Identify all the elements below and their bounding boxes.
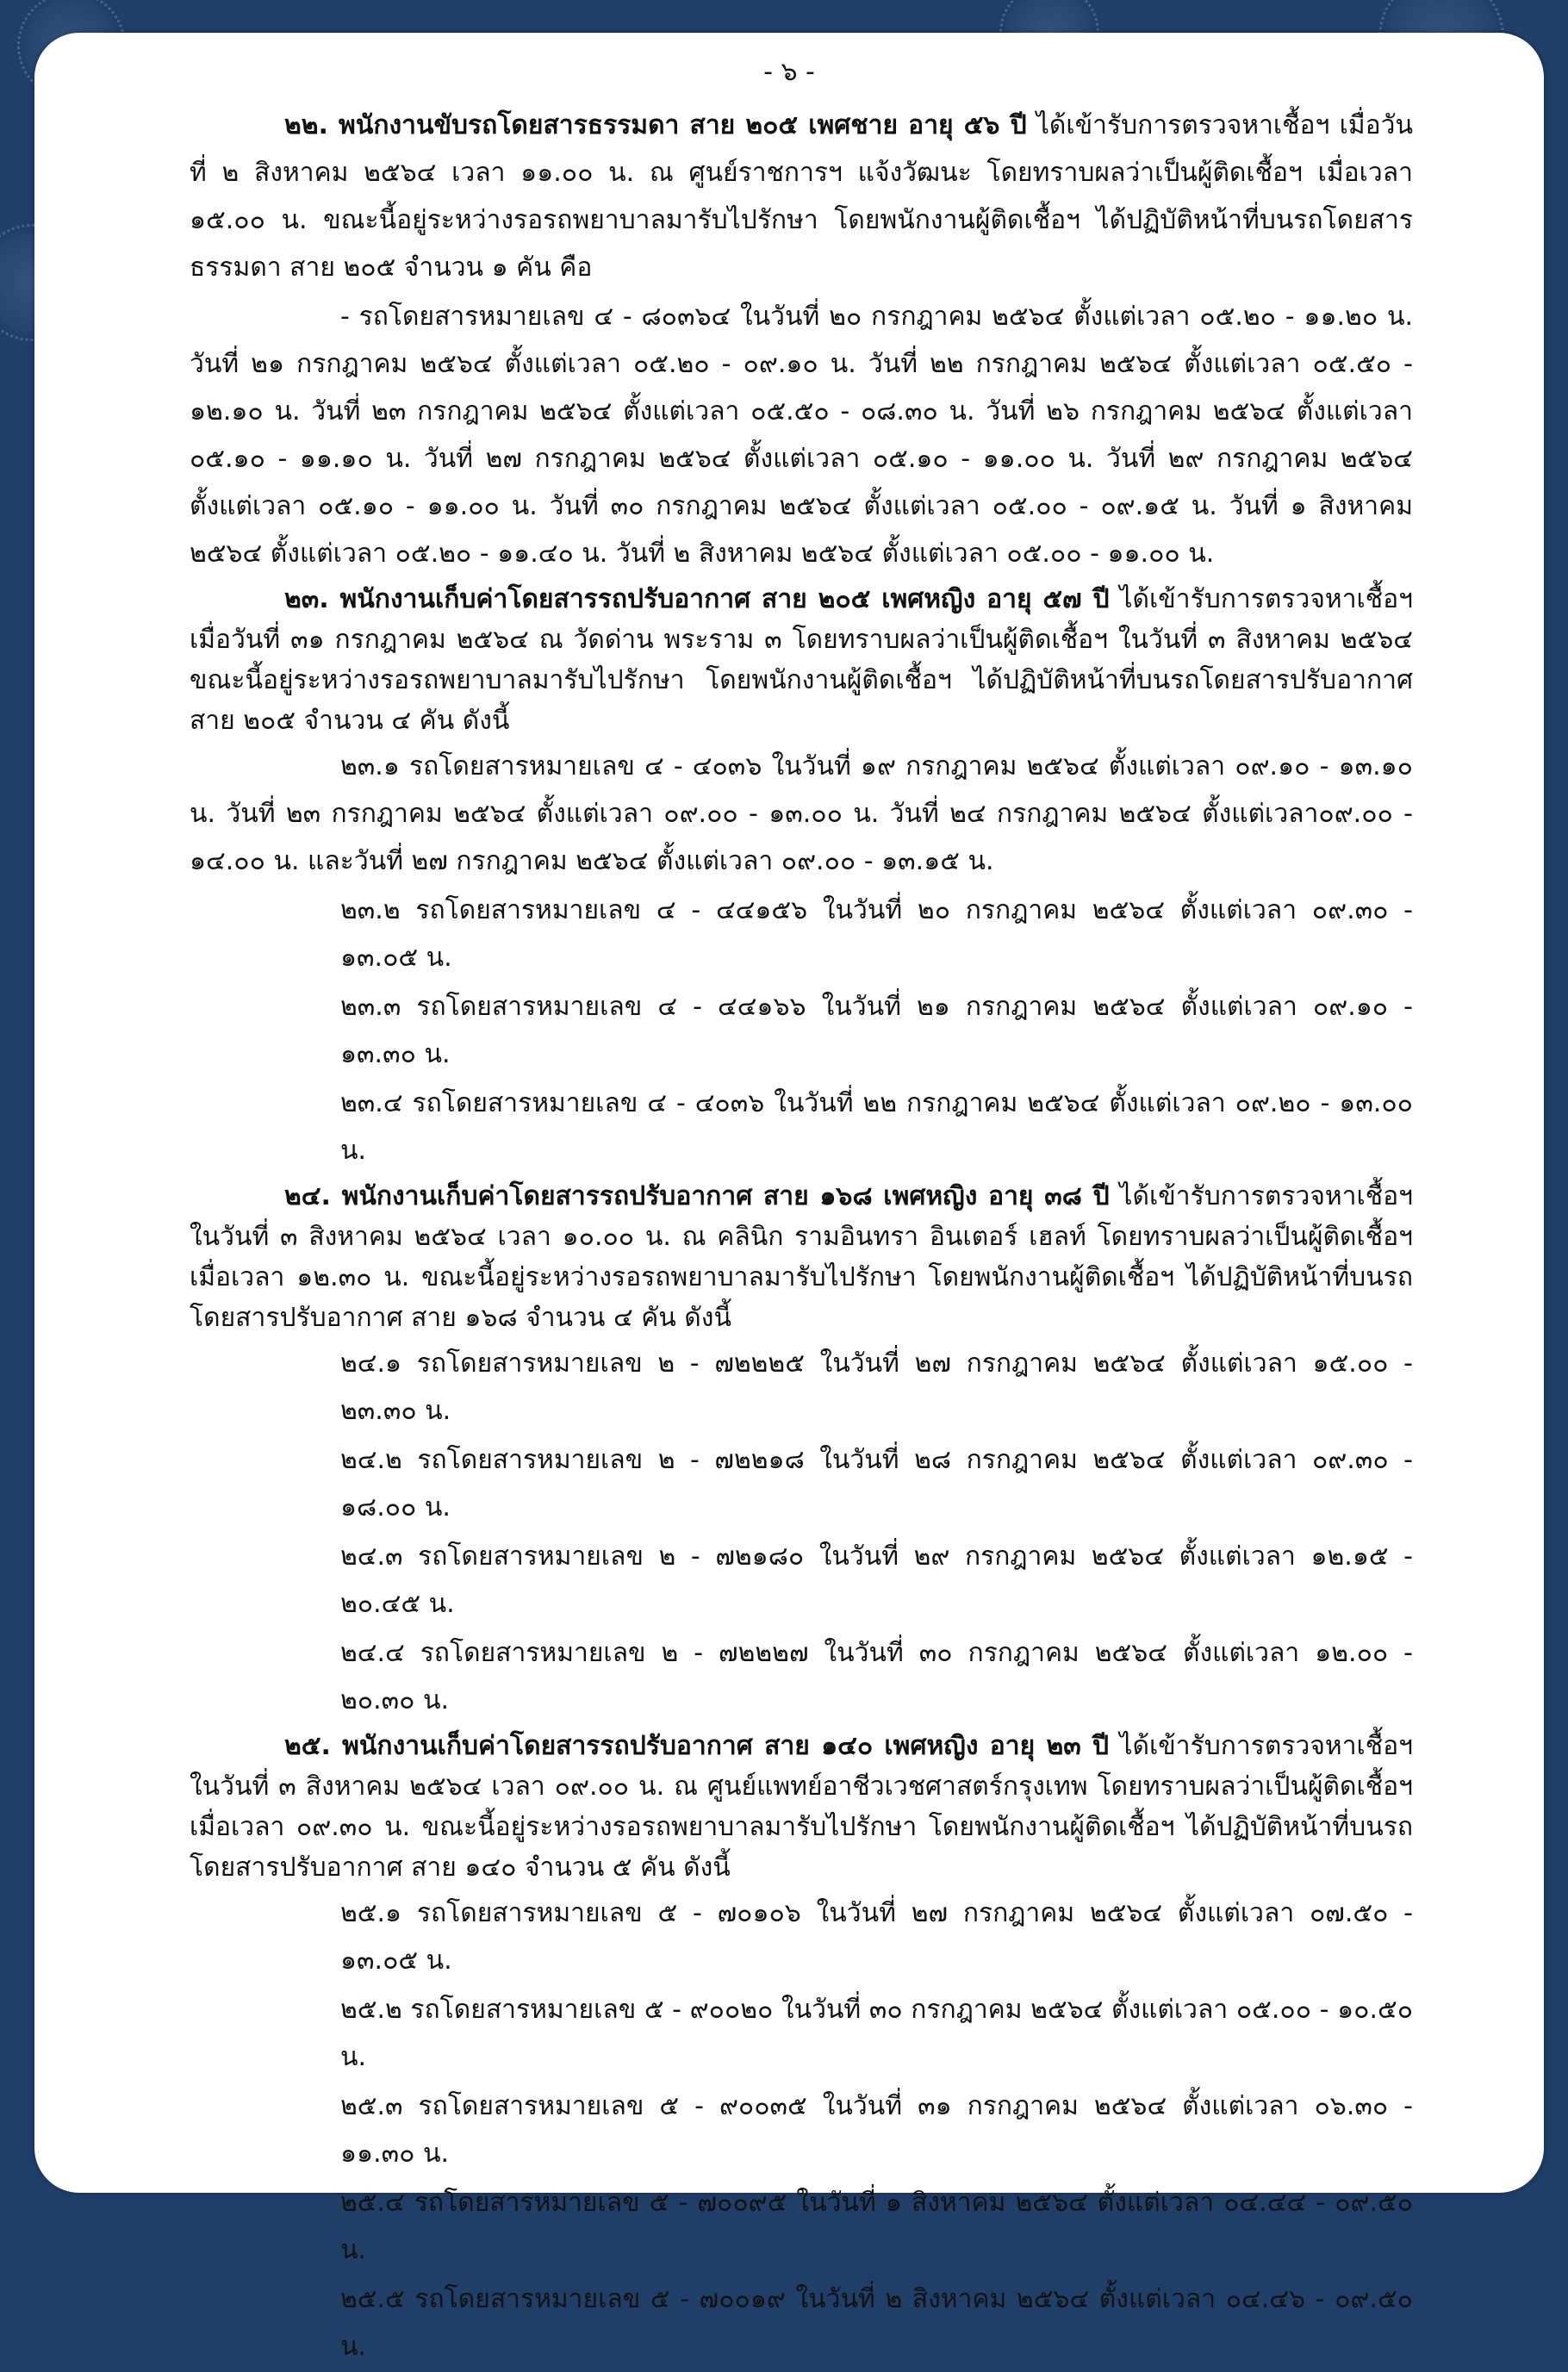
section-23-item-2: ๒๓.๒ รถโดยสารหมายเลข ๔ - ๔๔๑๕๖ ในวันที่ ๒๐ กรกฎาคม ๒๕๖๔ ตั้งแต่เวลา ๐๙.๓๐ - ๑๓.๐๕ น. (340, 895, 1413, 973)
document-page (34, 33, 1544, 2362)
section-25-heading: ๒๕. พนักงานเก็บค่าโดยสารรถปรับอากาศ สาย ๑๔๐ เพศหญิง อายุ ๒๓ ปี (284, 1731, 1110, 1761)
section-23-item-3: ๒๓.๓ รถโดยสารหมายเลข ๔ - ๔๔๑๖๖ ในวันที่ ๒๑ กรกฎาคม ๒๕๖๔ ตั้งแต่เวลา ๐๙.๑๐ - ๑๓.๓๐ น. (340, 992, 1413, 1069)
section-23-item-1: ๒๓.๑ รถโดยสารหมายเลข ๔ - ๔๐๓๖ ในวันที่ ๑๙ กรกฎาคม ๒๕๖๔ ตั้งแต่เวลา ๐๙.๑๐ - ๑๓.๑๐ น. วันที่ ๒๓ กรกฎาคม ๒๕๖๔ ตั้งแต่เวลา ๐๙.๐๐ - ๑๓.๐๐ น. วันที่ ๒๔ กรกฎาคม ๒๕๖๔ ตั้งแต่เวลา๐๙.๐๐ - ๑๔.๐๐ น. และวันที่ ๒๗ กรกฎาคม ๒๕๖๔ ตั้งแต่เวลา ๐๙.๐๐ - ๑๓.๑๕ น. (190, 751, 1413, 876)
section-23-paragraph (190, 579, 1413, 741)
section-25-item-2: ๒๕.๒ รถโดยสารหมายเลข ๕ - ๙๐๐๒๐ ในวันที่ ๓๐ กรกฎาคม ๒๕๖๔ ตั้งแต่เวลา ๐๕.๐๐ - ๑๐.๕๐ น. (340, 1995, 1413, 2072)
section-23-item-4: ๒๓.๔ รถโดยสารหมายเลข ๔ - ๔๐๓๖ ในวันที่ ๒๒ กรกฎาคม ๒๕๖๔ ตั้งแต่เวลา ๐๙.๒๐ - ๑๓.๐๐ น. (340, 1088, 1413, 1166)
section-24-item-2: ๒๔.๒ รถโดยสารหมายเลข ๒ - ๗๒๒๑๘ ในวันที่ ๒๘ กรกฎาคม ๒๕๖๔ ตั้งแต่เวลา ๐๙.๓๐ - ๑๘.๐๐ น. (340, 1445, 1413, 1522)
section-22-body: ได้เข้ารับการตรวจหาเชื้อฯ เมื่อวันที่ ๒ สิงหาคม ๒๕๖๔ เวลา ๑๑.๐๐ น. ณ ศูนย์ราชการฯ แจ้งวัฒนะ โดยทราบผลว่าเป็นผู้ติดเชื้อฯ เมื่อเวลา ๑๕.๐๐ น. ขณะนี้อยู่ระหว่างรอรถพยาบาลมารับไปรักษา โดยพนักงานผู้ติดเชื้อฯ ได้ปฏิบัติหน้าที่บนรถโดยสารธรรมดา สาย ๒๐๕ จำนวน ๑ คัน คือ (190, 110, 1413, 283)
section-24-paragraph (190, 1176, 1413, 1338)
section-25-body: ได้เข้ารับการตรวจหาเชื้อฯ ในวันที่ ๓ สิงหาคม ๒๕๖๔ เวลา ๐๙.๐๐ น. ณ ศูนย์แพทย์อาชีวเวชศาสตร์กรุงเทพ โดยทราบผลว่าเป็นผู้ติดเชื้อฯ เมื่อเวลา ๐๙.๓๐ น. ขณะนี้อยู่ระหว่างรอรถพยาบาลมารับไปรักษา โดยพนักงานผู้ติดเชื้อฯ ได้ปฏิบัติหน้าที่บนรถโดยสารปรับอากาศ สาย ๑๔๐ จำนวน ๕ คัน ดังนี้ (190, 1731, 1414, 1883)
section-25-paragraph (190, 1726, 1413, 1888)
section-23-body: ได้เข้ารับการตรวจหาเชื้อฯ เมื่อวันที่ ๓๑ กรกฎาคม ๒๕๖๔ ณ วัดด่าน พระราม ๓ โดยทราบผลว่าเป็นผู้ติดเชื้อฯ ในวันที่ ๓ สิงหาคม ๒๕๖๔ ขณะนี้อยู่ระหว่างรอรถพยาบาลมารับไปรักษา โดยพนักงานผู้ติดเชื้อฯ ได้ปฏิบัติหน้าที่บนรถโดยสารปรับอากาศ สาย ๒๐๕ จำนวน ๔ คัน ดังนี้ (190, 584, 1414, 736)
section-22-paragraph (190, 102, 1413, 291)
section-25-item-5: ๒๕.๕ รถโดยสารหมายเลข ๕ - ๗๐๐๑๙ ในวันที่ ๒ สิงหาคม ๒๕๖๔ ตั้งแต่เวลา ๐๔.๔๖ - ๐๙.๕๐ น. (340, 2284, 1413, 2362)
document-body (190, 102, 1413, 2372)
page-number: - ๖ - (763, 57, 815, 87)
section-22-item-1: - รถโดยสารหมายเลข ๔ - ๘๐๓๖๔ ในวันที่ ๒๐ กรกฎาคม ๒๕๖๔ ตั้งแต่เวลา ๐๕.๒๐ - ๑๑.๒๐ น. วันที่ ๒๑ กรกฎาคม ๒๕๖๔ ตั้งแต่เวลา ๐๕.๒๐ - ๐๙.๑๐ น. วันที่ ๒๒ กรกฎาคม ๒๕๖๔ ตั้งแต่เวลา ๐๕.๕๐ - ๑๒.๑๐ น. วันที่ ๒๓ กรกฎาคม ๒๕๖๔ ตั้งแต่เวลา ๐๕.๕๐ - ๐๘.๓๐ น. วันที่ ๒๖ กรกฎาคม ๒๕๖๔ ตั้งแต่เวลา ๐๕.๑๐ - ๑๑.๑๐ น. วันที่ ๒๗ กรกฎาคม ๒๕๖๔ ตั้งแต่เวลา ๐๕.๑๐ - ๑๑.๐๐ น. วันที่ ๒๙ กรกฎาคม ๒๕๖๔ ตั้งแต่เวลา ๐๕.๑๐ - ๑๑.๐๐ น. วันที่ ๓๐ กรกฎาคม ๒๕๖๔ ตั้งแต่เวลา ๐๕.๐๐ - ๐๙.๑๕ น. วันที่ ๑ สิงหาคม ๒๕๖๔ ตั้งแต่เวลา ๐๕.๒๐ - ๑๑.๔๐ น. วันที่ ๒ สิงหาคม ๒๕๖๔ ตั้งแต่เวลา ๐๕.๐๐ - ๑๑.๐๐ น. (190, 302, 1413, 569)
section-24-item-4: ๒๔.๔ รถโดยสารหมายเลข ๒ - ๗๒๒๒๗ ในวันที่ ๓๐ กรกฎาคม ๒๕๖๔ ตั้งแต่เวลา ๑๒.๐๐ - ๒๐.๓๐ น. (340, 1638, 1413, 1715)
section-25-item-4: ๒๕.๔ รถโดยสารหมายเลข ๕ - ๗๐๐๙๕ ในวันที่ ๑ สิงหาคม ๒๕๖๔ ตั้งแต่เวลา ๐๔.๔๔ - ๐๙.๕๐ น. (340, 2188, 1413, 2265)
section-25-item-3: ๒๕.๓ รถโดยสารหมายเลข ๕ - ๙๐๐๓๕ ในวันที่ ๓๑ กรกฎาคม ๒๕๖๔ ตั้งแต่เวลา ๐๖.๓๐ - ๑๑.๓๐ น. (340, 2091, 1413, 2169)
section-23-heading: ๒๓. พนักงานเก็บค่าโดยสารรถปรับอากาศ สาย ๒๐๕ เพศหญิง อายุ ๕๗ ปี (284, 584, 1110, 614)
section-24-item-1: ๒๔.๑ รถโดยสารหมายเลข ๒ - ๗๒๒๒๕ ในวันที่ ๒๗ กรกฎาคม ๒๕๖๔ ตั้งแต่เวลา ๑๕.๐๐ - ๒๓.๓๐ น. (340, 1348, 1413, 1426)
section-24-heading: ๒๔. พนักงานเก็บค่าโดยสารรถปรับอากาศ สาย ๑๖๘ เพศหญิง อายุ ๓๘ ปี (284, 1181, 1110, 1211)
section-24-item-3: ๒๔.๓ รถโดยสารหมายเลข ๒ - ๗๒๑๘๐ ในวันที่ ๒๙ กรกฎาคม ๒๕๖๔ ตั้งแต่เวลา ๑๒.๑๕ - ๒๐.๔๕ น. (340, 1541, 1413, 1619)
section-24-body: ได้เข้ารับการตรวจหาเชื้อฯ ในวันที่ ๓ สิงหาคม ๒๕๖๔ เวลา ๑๐.๐๐ น. ณ คลินิก รามอินทรา อินเตอร์ เฮลท์ โดยทราบผลว่าเป็นผู้ติดเชื้อฯ เมื่อเวลา ๑๒.๓๐ น. ขณะนี้อยู่ระหว่างรอรถพยาบาลมารับไปรักษา โดยพนักงานผู้ติดเชื้อฯ ได้ปฏิบัติหน้าที่บนรถโดยสารปรับอากาศ สาย ๑๖๘ จำนวน ๔ คัน ดังนี้ (190, 1181, 1413, 1333)
section-25-item-1: ๒๕.๑ รถโดยสารหมายเลข ๕ - ๗๐๑๐๖ ในวันที่ ๒๗ กรกฎาคม ๒๕๖๔ ตั้งแต่เวลา ๐๗.๕๐ - ๑๓.๐๕ น. (340, 1898, 1413, 1976)
section-22-heading: ๒๒. พนักงานขับรถโดยสารธรรมดา สาย ๒๐๕ เพศชาย อายุ ๕๖ ปี (284, 110, 1027, 140)
